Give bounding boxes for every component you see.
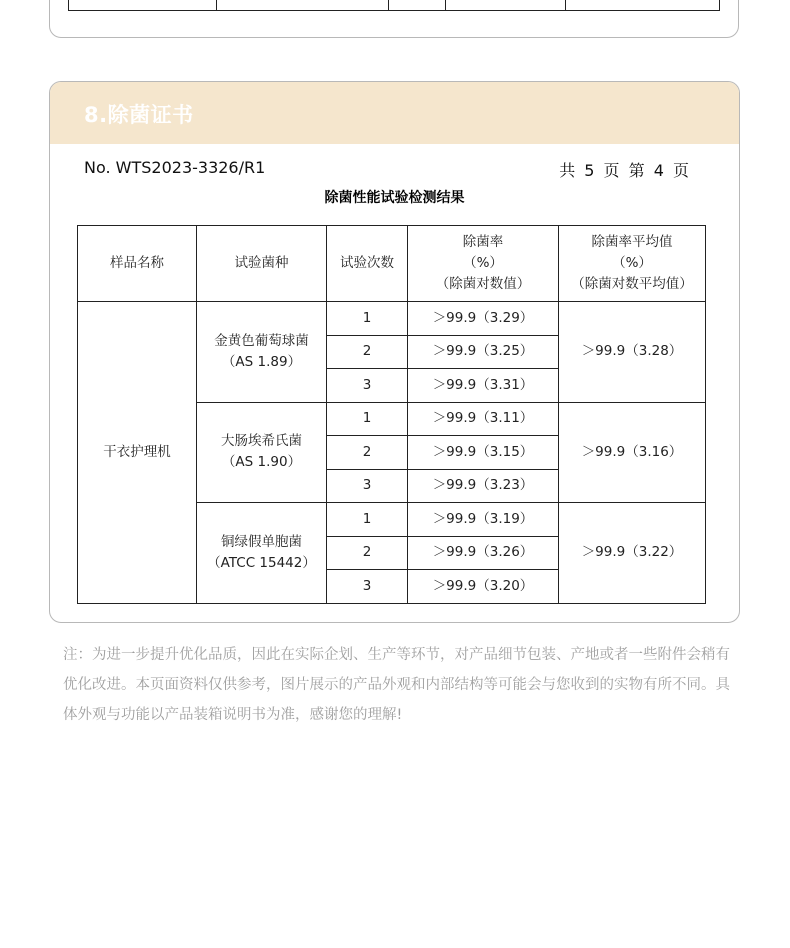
trial-number: 2 [327, 436, 408, 470]
rate-value: ＞99.9（3.20） [408, 570, 559, 604]
results-table [77, 225, 706, 604]
header-sample: 样品名称 [78, 226, 197, 302]
table-divider [565, 0, 566, 10]
strain-cell [197, 402, 327, 503]
strain-code: （AS 1.89） [221, 353, 302, 370]
trial-number: 1 [327, 302, 408, 336]
sample-name-cell: 干衣护理机 [78, 302, 197, 604]
header-rate [408, 226, 559, 302]
rate-value: ＞99.9（3.19） [408, 503, 559, 537]
strain-cell [197, 302, 327, 403]
header-strain: 试验菌种 [197, 226, 327, 302]
rate-value: ＞99.9（3.29） [408, 302, 559, 336]
report-page-info: 共 5 页 第 4 页 [559, 161, 691, 180]
strain-name: 铜绿假单胞菌 [221, 533, 302, 550]
trial-number: 2 [327, 335, 408, 369]
table-row [78, 302, 706, 336]
strain-code: （ATCC 15442） [207, 554, 316, 571]
disclaimer-footnote: 注：为进一步提升优化品质，因此在实际企划、生产等环节，对产品细节包装、产地或者一些附件会稍有优化改进。本页面资料仅供参考，图片展示的产品外观和内部结构等可能会与您收到的实物有所不同。具体外观与功能以产品装箱说明书为准，感谢您的理解! [63, 647, 730, 723]
rate-value: ＞99.9（3.23） [408, 469, 559, 503]
rate-value: ＞99.9（3.25） [408, 335, 559, 369]
card-header [50, 82, 739, 144]
trial-number: 3 [327, 570, 408, 604]
header-average-line: （除菌对数平均值） [571, 275, 693, 292]
table-divider [388, 0, 389, 10]
rate-value: ＞99.9（3.11） [408, 402, 559, 436]
trial-number: 1 [327, 402, 408, 436]
section-title: 8.除菌证书 [84, 103, 194, 127]
header-rate-line: 除菌率 [462, 234, 504, 251]
header-average-line: 除菌率平均值 [591, 234, 673, 251]
previous-table-bottom [68, 0, 720, 11]
rate-value: ＞99.9（3.31） [408, 369, 559, 403]
report-number: No. WTS2023-3326/R1 [84, 158, 266, 177]
table-header-row [78, 226, 706, 302]
table-divider [216, 0, 217, 10]
strain-name: 金黄色葡萄球菌 [214, 332, 309, 349]
report-title: 除菌性能试验检测结果 [324, 190, 465, 206]
strain-cell [197, 503, 327, 604]
table-divider [445, 0, 446, 10]
trial-number: 2 [327, 536, 408, 570]
header-rate-line: （除菌对数值） [435, 275, 531, 292]
average-value: ＞99.9（3.28） [559, 302, 706, 403]
strain-code: （AS 1.90） [221, 454, 302, 471]
trial-number: 3 [327, 369, 408, 403]
header-average [559, 226, 706, 302]
average-value: ＞99.9（3.16） [559, 402, 706, 503]
header-rate-line: （%） [463, 255, 503, 272]
strain-name: 大肠埃希氏菌 [221, 433, 302, 450]
header-trial: 试验次数 [327, 226, 408, 302]
trial-number: 1 [327, 503, 408, 537]
rate-value: ＞99.9（3.26） [408, 536, 559, 570]
trial-number: 3 [327, 469, 408, 503]
header-average-line: （%） [612, 255, 652, 272]
average-value: ＞99.9（3.22） [559, 503, 706, 604]
rate-value: ＞99.9（3.15） [408, 436, 559, 470]
certificate-card [49, 81, 740, 623]
